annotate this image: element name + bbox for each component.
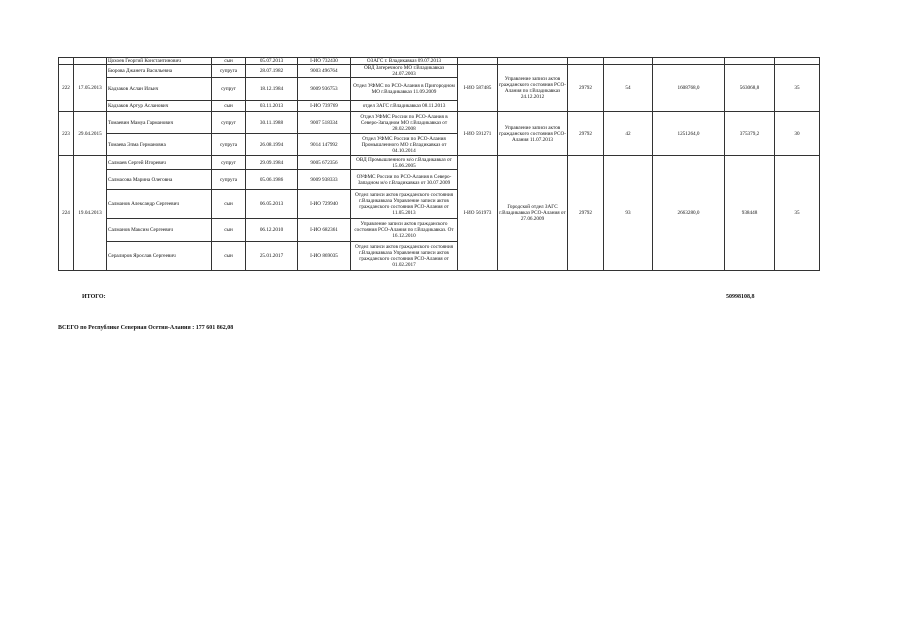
cell-birth-date: 25.01.2017 [246,242,298,271]
cell-person-name: Салманов Александр Сергеевич [107,190,212,219]
cell-document: 9003 496764 [298,65,351,78]
cell-issued-by: Управление записи актов гражданского состояния РСО-Алания по г.Владикавказ. От 16.12.2010 [351,219,458,242]
cell-cost: 2663280,0 [653,156,725,271]
cell-certificate: I-ИО 591271 [458,112,498,156]
table-row [59,112,820,134]
cell-birth-date: 26.08.1994 [246,134,298,156]
cell-area: 54 [604,65,653,112]
grand-total: ВСЕГО по Республике Северная Осетия-Алания : 177 601 862,08 [58,325,234,331]
cell-date [74,58,107,65]
registry-table [58,57,820,271]
cell-birth-date: 03.11.2013 [246,101,298,112]
cell-certificate [458,58,498,65]
cell-birth-date: 28.07.1982 [246,65,298,78]
cell-date: 17.05.2013 [74,65,107,112]
cell-document: I-ИО 729940 [298,190,351,219]
cell-person-name: Кадзаков Аслан Ильич [107,78,212,101]
table-row [59,156,820,170]
total-label: ИТОГО: [82,294,106,300]
cell-date: 29.04.2015 [74,112,107,156]
cell-person-name: Салманов Максим Сергеевич [107,219,212,242]
cell-birth-date: 30.11.1988 [246,112,298,134]
cell-issued-by: отдел ЗАГС г.Владикавказ 08.11.2013 [351,101,458,112]
cell-certificate: I-ИО 587485 [458,65,498,112]
cell-birth-date: 06.12.2010 [246,219,298,242]
cell-document: 9009 938333 [298,170,351,190]
cell-birth-date: 18.12.1984 [246,78,298,101]
cell-number: 224 [59,156,74,271]
cell-person-name: Томаевин Мамуа Гарманович [107,112,212,134]
cell-relation: сын [212,58,246,65]
cell-date: 19.04.2013 [74,156,107,271]
cell-number: 222 [59,65,74,112]
cell-percent: 35 [775,156,820,271]
cell-percent: 30 [775,112,820,156]
cell-relation: супруг [212,78,246,101]
cell-person-name: Томаева Элма Германовна [107,134,212,156]
cell-issued-by: ОЗАГС г. Владикавказ 09.07.2013 [351,58,458,65]
cell-percent: 35 [775,65,820,112]
total-value: 50998108,8 [726,294,755,300]
cell-birth-date: 05.06.1986 [246,170,298,190]
cell-birth-date: 05.07.2013 [246,58,298,65]
cell-issued-by: ОУФМС России по РСО-Алания в Северо-Западном м/о г.Владикавказ от 30.07.2009 [351,170,458,190]
cell-payment [725,58,775,65]
cell-issued-by: ОВД Промышленного м/о г.Владикавказ от 15.06.2005 [351,156,458,170]
cell-certificate-issuer: Управление записи актов гражданского состояния РСО-Алания по г.Владикавказ 24.12.2012 [498,65,568,112]
cell-document: I-ИО 682361 [298,219,351,242]
cell-issued-by: Отдел записи актов гражданского состояния г.Владикавказа Управление записи актов гражданского состояния РСО-Алания от 11.05.2013 [351,190,458,219]
cell-birth-date: 06.05.2013 [246,190,298,219]
cell-relation: сын [212,190,246,219]
cell-payment: 375379,2 [725,112,775,156]
cell-document: 9014 147992 [298,134,351,156]
cell-percent [775,58,820,65]
cell-payment: 563068,8 [725,65,775,112]
cell-certificate-issuer: Городской отдел ЗАГС г.Владикавказ РСО-Алания от 27.06.2009 [498,156,568,271]
cell-payment: 938448 [725,156,775,271]
cell-area [604,58,653,65]
cell-relation: супруга [212,65,246,78]
cell-relation: сын [212,219,246,242]
cell-cost: 1251264,0 [653,112,725,156]
cell-relation: сын [212,242,246,271]
cell-person-name: Сералиров Ярослав Сергеевич [107,242,212,271]
cell-relation: супруг [212,156,246,170]
cell-document: I-ИО 869035 [298,242,351,271]
cell-number [59,58,74,65]
cell-price: 29792 [568,112,604,156]
cell-birth-date: 29.09.1984 [246,156,298,170]
cell-person-name: Салмаев Сергей Игоревич [107,156,212,170]
cell-document: I-ИО 732430 [298,58,351,65]
cell-cost [653,58,725,65]
cell-person-name: Цохоев Георгий Константинович [107,58,212,65]
cell-number: 223 [59,112,74,156]
cell-relation: сын [212,101,246,112]
cell-cost: 1608768,0 [653,65,725,112]
cell-person-name: Салмасова Марина Олеговна [107,170,212,190]
cell-certificate-issuer: Управление записи актов гражданского состояния РСО-Алания 11.07.2013 [498,112,568,156]
table-row [59,65,820,78]
cell-relation: супруга [212,170,246,190]
cell-certificate: I-ИО 561973 [458,156,498,271]
cell-document: I-ИО 739769 [298,101,351,112]
table-row [59,58,820,65]
cell-relation: супруга [212,134,246,156]
cell-issued-by: Отдел УФМС по РСО-Алания в Пригородном МО г.Владикавказ 11.09.2009 [351,78,458,101]
cell-document: 9007 518334 [298,112,351,134]
cell-issued-by: Отдел УФМС России по РСО-Алания в Северо-Западном МО г.Владикавказ от 28.02.2008 [351,112,458,134]
cell-price [568,58,604,65]
cell-issued-by: ОВД Затеречного МО г.Владикавказ 24.07.2003 [351,65,458,78]
cell-certificate-issuer [498,58,568,65]
cell-price: 29792 [568,65,604,112]
cell-person-name: Бюрова Джанета Васильевна [107,65,212,78]
cell-document: 9009 936753 [298,78,351,101]
cell-issued-by: Отдел УФМС России по РСО-Алания Промышленного МО г.Владикавказ от 04.10.2014 [351,134,458,156]
cell-person-name: Кадзаков Артур Асланович [107,101,212,112]
cell-price: 29792 [568,156,604,271]
cell-issued-by: Отдел записи актов гражданского состояния г.Владикавказа Управления записи актов гражданского состояния РСО-Алания от 01.02.2017 [351,242,458,271]
cell-area: 93 [604,156,653,271]
cell-area: 42 [604,112,653,156]
cell-relation: супруг [212,112,246,134]
cell-document: 9005 672356 [298,156,351,170]
